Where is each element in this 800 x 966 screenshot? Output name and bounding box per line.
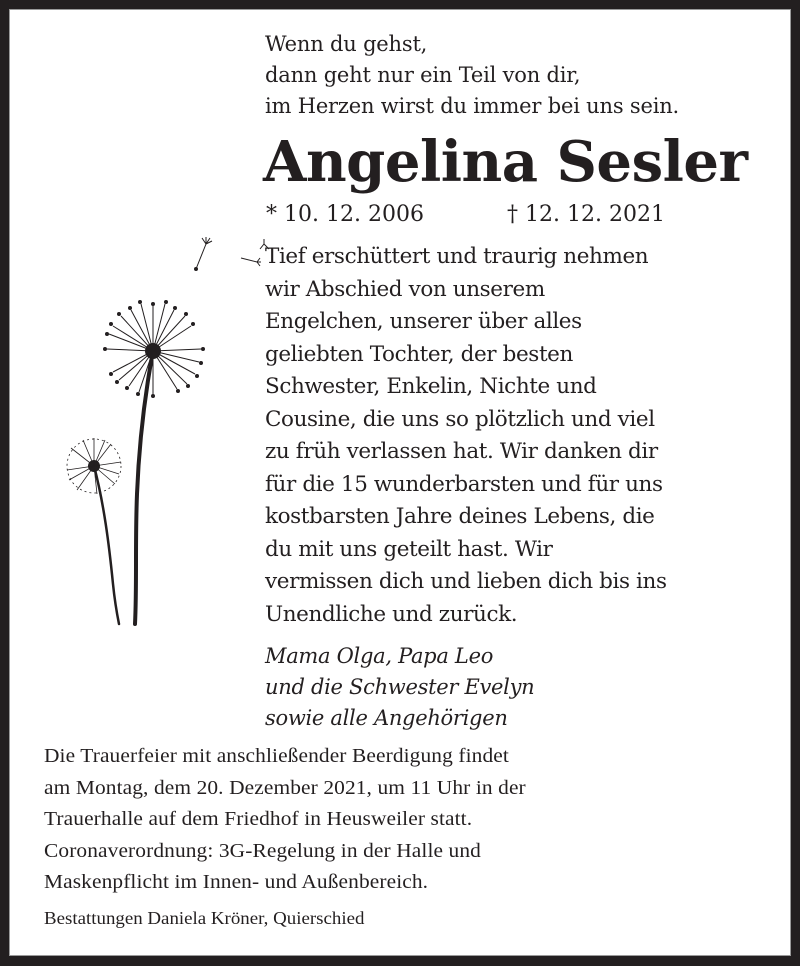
- poem-line: im Herzen wirst du immer bei uns sein.: [265, 94, 680, 118]
- deceased-name: Angelina Sesler: [263, 129, 748, 195]
- funeral-service-info: [44, 741, 526, 899]
- body-line: für die 15 wunderbarsten und für uns: [265, 471, 663, 497]
- signature-line: sowie alle Angehörigen: [265, 706, 508, 730]
- service-line: Die Trauerfeier mit anschließender Beerdigung findet: [44, 745, 509, 767]
- body-line: kostbarsten Jahre deines Lebens, die: [265, 504, 655, 529]
- dandelion-icon: [49, 234, 279, 629]
- body-line: Unendliche und zurück.: [265, 601, 518, 627]
- service-line: Maskenpflicht im Innen- und Außenbereich.: [44, 871, 429, 893]
- body-line: Engelchen, unserer über alles: [265, 309, 582, 334]
- body-line: Schwester, Enkelin, Nichte und: [265, 374, 597, 399]
- poem-line: dann geht nur ein Teil von dir,: [265, 63, 581, 87]
- family-signature: [265, 641, 534, 734]
- service-line: am Montag, dem 20. Dezember 2021, um 11 Uhr in der: [44, 776, 526, 799]
- body-line: Tief erschüttert und traurig nehmen: [265, 244, 649, 269]
- signature-line: Mama Olga, Papa Leo: [265, 644, 494, 668]
- body-line: vermissen dich und lieben dich bis ins: [265, 569, 667, 594]
- body-line: zu früh verlassen hat. Wir danken dir: [265, 439, 658, 464]
- signature-line: und die Schwester Evelyn: [265, 675, 535, 699]
- body-line: geliebten Tochter, der besten: [265, 341, 573, 367]
- body-line: Cousine, die uns so plötzlich und viel: [265, 406, 655, 432]
- death-date: † 12. 12. 2021: [507, 202, 665, 227]
- undertaker: Bestattungen Daniela Kröner, Quierschied: [44, 908, 365, 928]
- service-line: Trauerhalle auf dem Friedhof in Heusweiler statt.: [44, 808, 473, 830]
- body-line: wir Abschied von unserem: [265, 276, 545, 302]
- poem: [265, 29, 679, 122]
- obituary-body: [265, 241, 667, 631]
- body-line: du mit uns geteilt hast. Wir: [265, 536, 553, 562]
- service-line: Coronaverordnung: 3G-Regelung in der Halle und: [44, 839, 481, 862]
- poem-line: Wenn du gehst,: [265, 32, 428, 56]
- birth-date: * 10. 12. 2006: [266, 202, 424, 227]
- obituary-notice: [9, 9, 791, 956]
